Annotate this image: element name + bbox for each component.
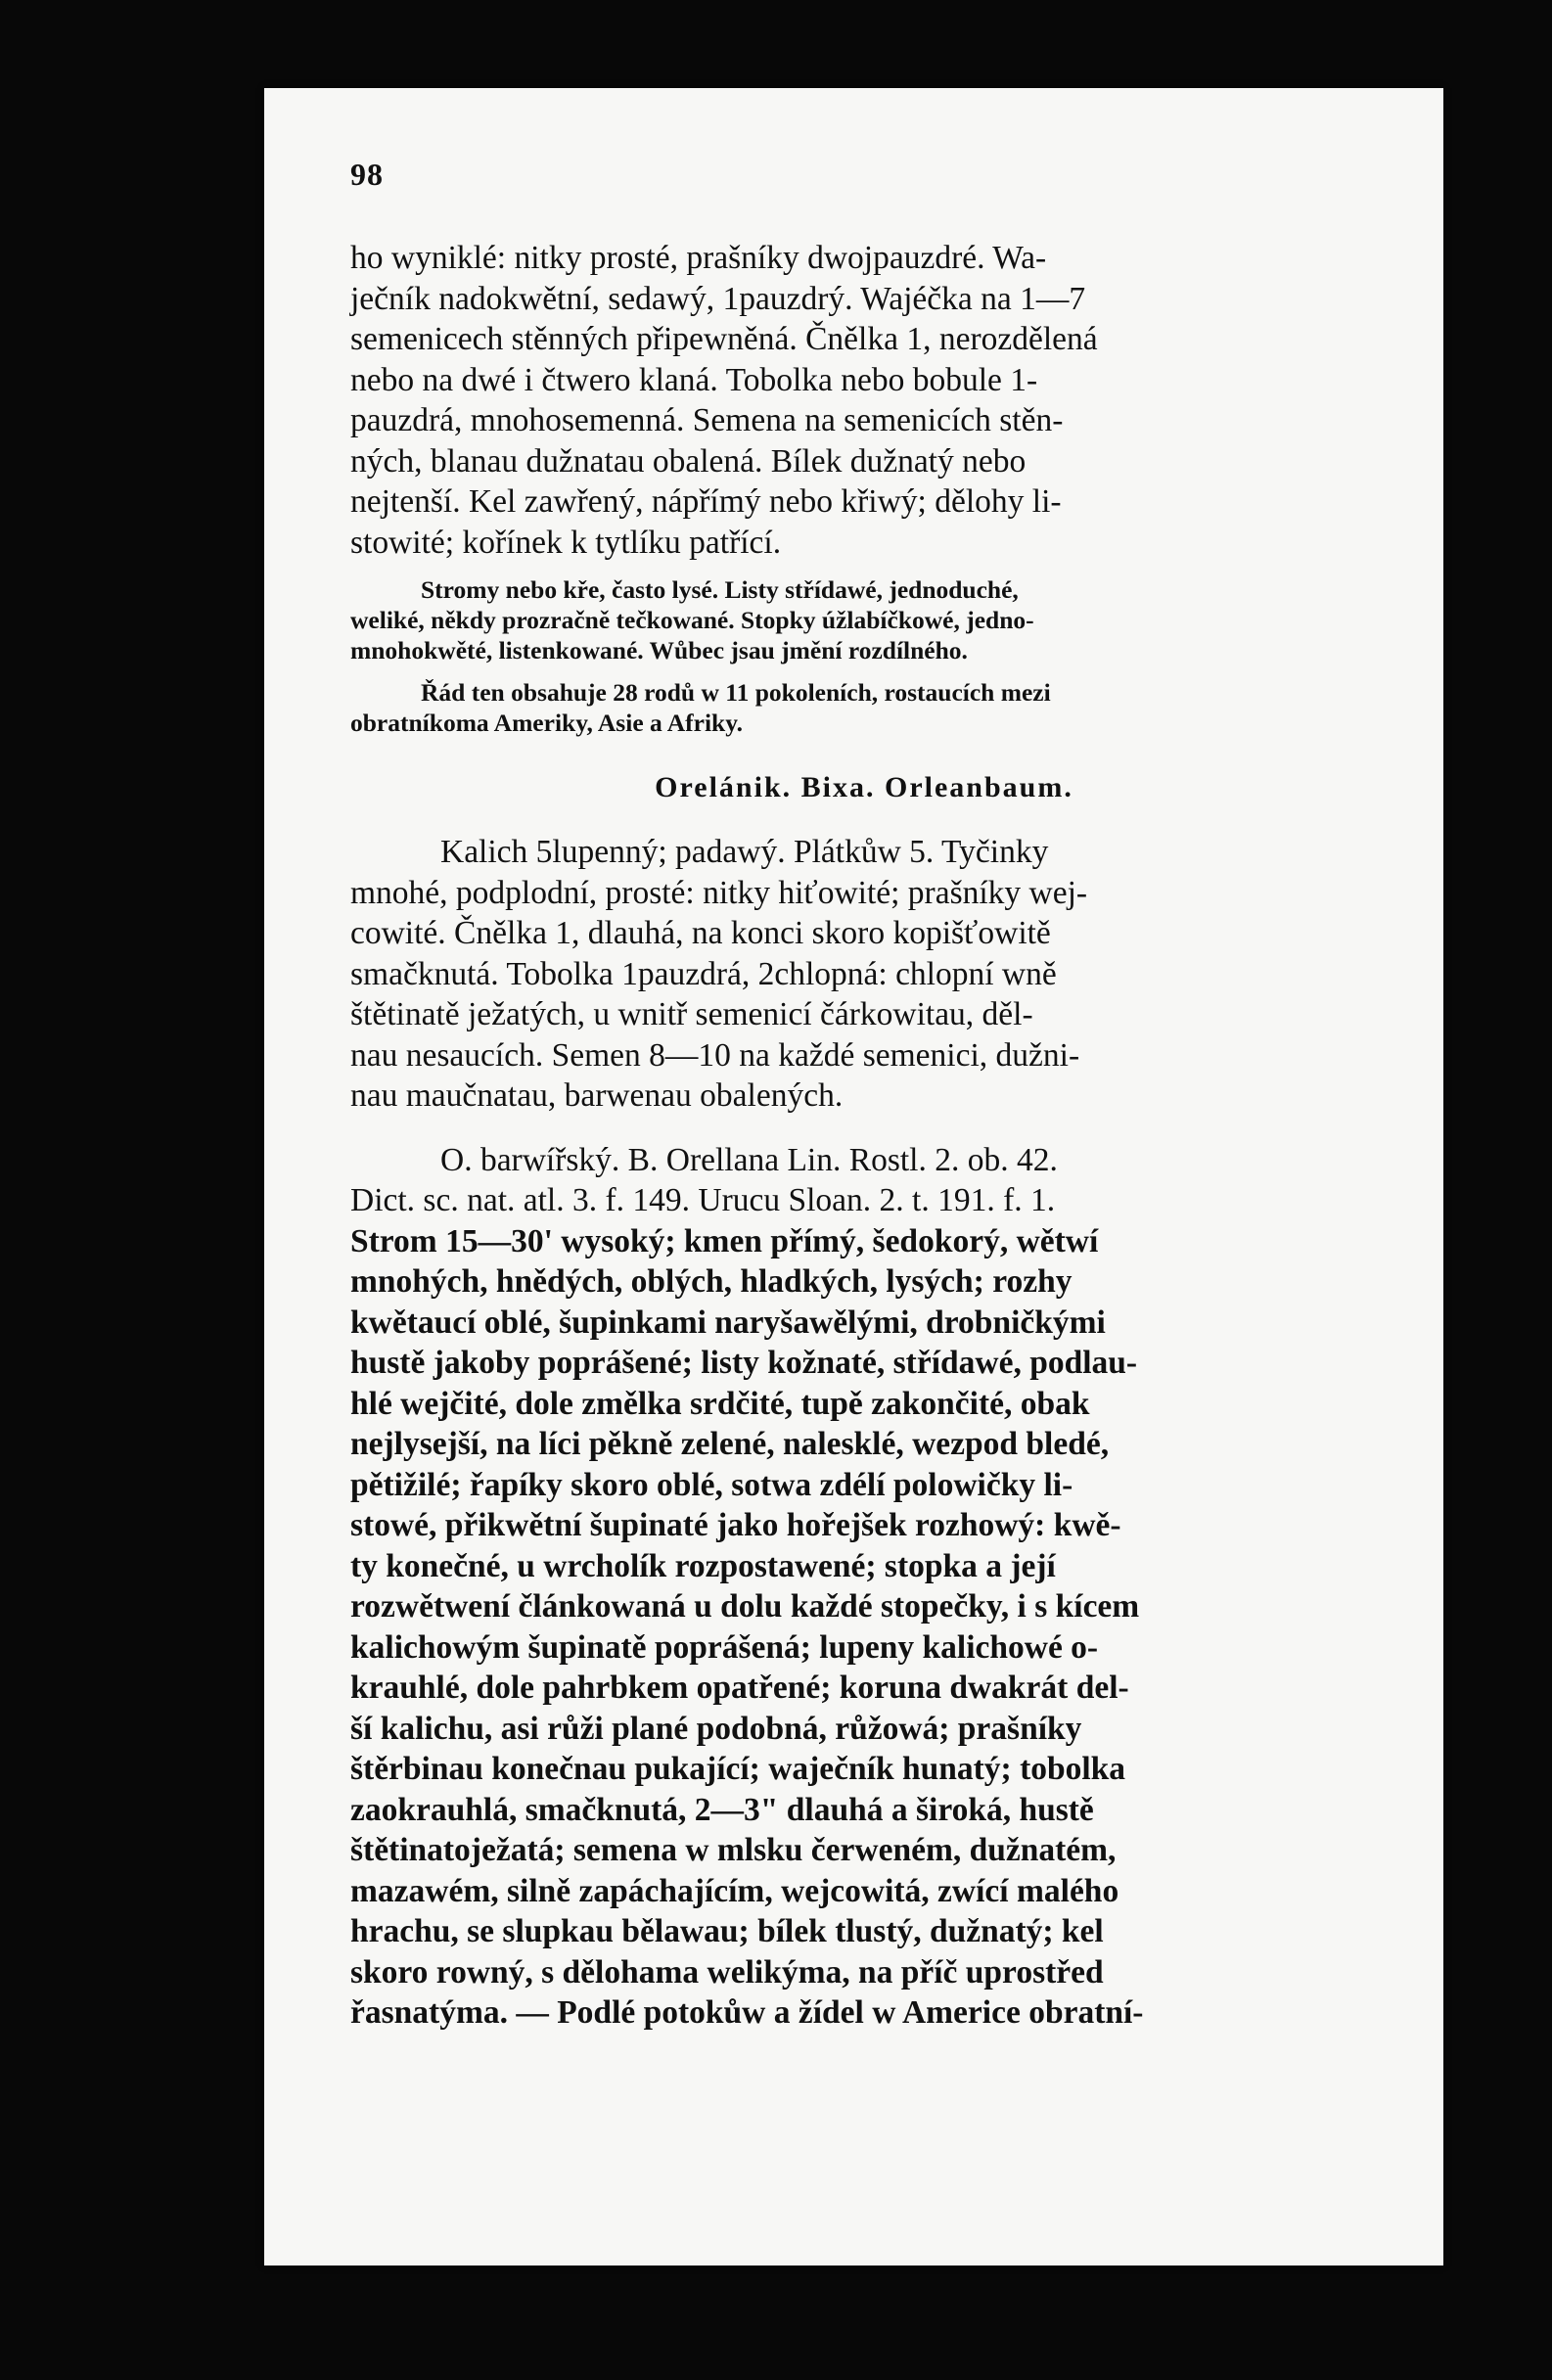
text-line: štětinatoježatá; semena w mlsku čerweném, dužnatém, [350,1832,1117,1868]
text-line: pauzdrá, mnohosemenná. Semena na semenicích stěn- [350,402,1064,438]
text-line: stowé, přikwětní šupinaté jako hořejšek rozhowý: kwě- [350,1507,1121,1543]
text-line: kalichowým šupinatě poprášená; lupeny kalichowé o- [350,1628,1099,1666]
text-line: rozwětwení článkowaná u dolu každé stopečky, i s kícem [350,1588,1140,1625]
text-line: smačknutá. Tobolka 1pauzdrá, 2chlopná: chlopní wně [350,955,1057,992]
text-line: mnohokwěté, listenkowané. Wůbec jsau jmění rozdílného. [350,636,968,664]
text-line: nebo na dwé i čtwero klaná. Tobolka nebo bobule 1- [350,361,1038,398]
order-note [350,677,1427,738]
text-line: zaokrauhlá, smačknutá, 2—3" dlauhá a široká, hustě [350,1791,1094,1828]
text-line: štětinatě ježatých, u wnitř semenicí čárkowitau, děl- [350,996,1033,1032]
text-line: Řád ten obsahuje 28 rodů w 11 pokoleních, rostaucích mezi [421,678,1051,707]
text-line: hlé wejčité, dole změlka srdčité, tupě zakončité, obak [350,1385,1090,1422]
text-line: Kalich 5lupenný; padawý. Plátkůw 5. Tyčinky [440,834,1049,870]
text-line: Dict. sc. nat. atl. 3. f. 149. Urucu Sloan. 2. t. 191. f. 1. [350,1182,1056,1218]
text-line: řasnatýma. — Podlé potokůw a žídel w Americe obratní- [350,1994,1144,2031]
text-line: hrachu, se slupkau bělawau; bílek tlustý, dužnatý; kel [350,1913,1104,1949]
text-line: Stromy nebo kře, často lysé. Listy střídawé, jednoduché, [421,575,1019,604]
habit-note [350,574,1427,665]
text-line: weliké, někdy prozračně tečkowané. Stopky úžlabíčkowé, jedno- [350,606,1034,634]
book-page [264,88,1443,2266]
genus-heading: Orelánik. Bixa. Orleanbaum. [655,771,1073,803]
text-line: ší kalichu, asi růži plané podobná, růžowá; prašníky [350,1710,1082,1747]
text-line: štěrbinau konečnau pukající; waječník hunatý; tobolka [350,1751,1126,1787]
text-line: nejlysejší, na líci pěkně zelené, nalesklé, wezpod bledé, [350,1426,1110,1462]
text-line: hustě jakoby poprášené; listy kožnaté, střídawé, podlau- [350,1345,1138,1381]
text-line: mnohé, podplodní, prosté: nitky hiťowité; prašníky wej- [350,874,1088,911]
text-line: mazawém, silně zapáchajícím, wejcowitá, zwící malého [350,1872,1119,1909]
text-line: ječník nadokwětní, sedawý, 1pauzdrý. Wajéčka na 1—7 [350,280,1086,317]
text-line: kwětaucí oblé, šupinkami naryšawělými, drobničkými [350,1304,1106,1341]
text-line: ty konečné, u wrcholík rozpostawené; stopka a její [350,1547,1056,1584]
text-line: O. barwířský. B. Orellana Lin. Rostl. 2. ob. 42. [440,1141,1058,1178]
text-line: nau maučnatau, barwenau obalených. [350,1077,844,1114]
species-description [350,1140,1427,2034]
page-number: 98 [350,157,384,192]
genus-description [350,832,1427,1117]
text-line: cowité. Čnělka 1, dlauhá, na konci skoro kopišťowitě [350,915,1051,951]
text-line: pětižilé; řapíky skoro oblé, sotwa zdélí polowičky li- [350,1466,1073,1503]
text-line: skoro rowný, s dělohama welikýma, na příč uprostřed [350,1953,1104,1991]
text-line: stowité; kořínek k tytlíku patřící. [350,524,782,561]
family-description [350,238,1427,563]
text-line: Strom 15—30' wysoký; kmen přímý, šedokorý, wětwí [350,1222,1099,1259]
text-line: krauhlé, dole pahrbkem opatřené; koruna dwakrát del- [350,1670,1129,1706]
text-line: nau nesaucích. Semen 8—10 na každé semenici, dužni- [350,1036,1080,1074]
text-line: ho wyniklé: nitky prosté, prašníky dwojpauzdré. Wa- [350,240,1047,276]
page-text [350,157,1427,2034]
text-line: nejtenší. Kel zawřený, nápřímý nebo křiwý; dělohy li- [350,483,1062,520]
text-line: obratníkoma Ameriky, Asie a Afriky. [350,709,743,737]
text-line: mnohých, hnědých, oblých, hladkých, lysých; rozhy [350,1263,1073,1300]
text-line: ných, blanau dužnatau obalená. Bílek dužnatý nebo [350,442,1027,480]
text-line: semenicech stěnných připewněná. Čnělka 1, nerozdělená [350,321,1098,357]
